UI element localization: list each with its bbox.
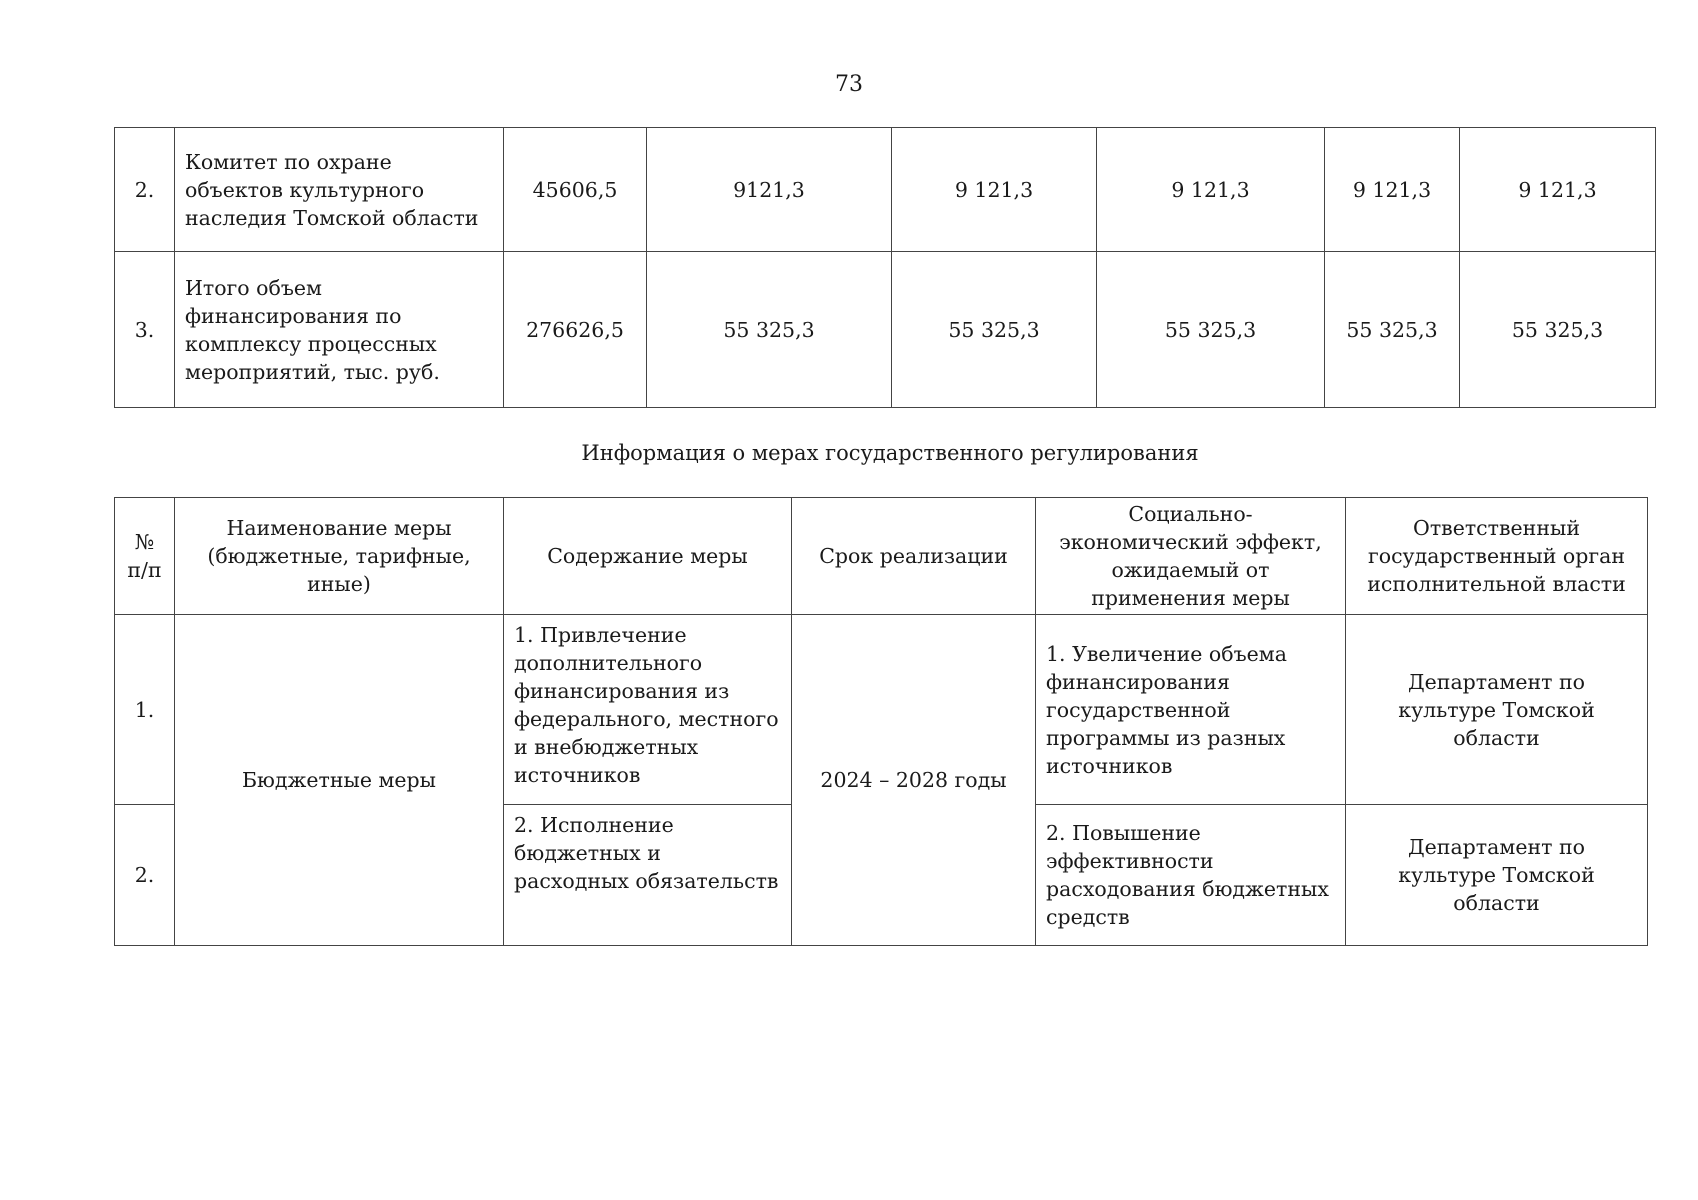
effect-cell: 2. Повышение эффективности расходования бюджетных средств (1036, 805, 1346, 946)
table-header-row (115, 498, 1648, 615)
value-cell: 55 325,3 (647, 252, 892, 408)
value-cell: 276626,5 (504, 252, 647, 408)
header-effect: Социально-экономический эффект, ожидаемый от применения меры (1036, 498, 1346, 615)
page-number: 73 (835, 72, 863, 97)
row-number: 2. (115, 805, 175, 946)
table-row (115, 252, 1656, 408)
row-name: Итого объем финансирования по комплексу процессных мероприятий, тыс. руб. (175, 252, 504, 408)
value-cell: 9121,3 (647, 128, 892, 252)
measure-content-cell: 1. Привлечение дополнительного финансирования из федерального, местного и внебюджетных источников (504, 615, 792, 805)
financing-table (114, 127, 1656, 408)
value-cell: 55 325,3 (1460, 252, 1656, 408)
row-number: 3. (115, 252, 175, 408)
value-cell: 9 121,3 (1460, 128, 1656, 252)
table-row (115, 128, 1656, 252)
value-cell: 9 121,3 (1325, 128, 1460, 252)
value-cell: 55 325,3 (892, 252, 1097, 408)
table-row (115, 615, 1648, 805)
value-cell: 55 325,3 (1325, 252, 1460, 408)
effect-cell: 1. Увеличение объема финансирования государственной программы из разных источников (1036, 615, 1346, 805)
section-title: Информация о мерах государственного регулирования (581, 441, 1199, 465)
responsible-cell: Департамент по культуре Томской области (1346, 615, 1648, 805)
value-cell: 55 325,3 (1097, 252, 1325, 408)
measure-name-cell: Бюджетные меры (175, 615, 504, 946)
value-cell: 45606,5 (504, 128, 647, 252)
value-cell: 9 121,3 (892, 128, 1097, 252)
row-number: 2. (115, 128, 175, 252)
row-name: Комитет по охране объектов культурного наследия Томской области (175, 128, 504, 252)
measure-content-cell: 2. Исполнение бюджетных и расходных обязательств (504, 805, 792, 946)
regulation-table (114, 497, 1648, 946)
responsible-cell: Департамент по культуре Томской области (1346, 805, 1648, 946)
header-number: № п/п (115, 498, 175, 615)
header-period: Срок реализации (792, 498, 1036, 615)
header-responsible: Ответственный государственный орган исполнительной власти (1346, 498, 1648, 615)
header-content: Содержание меры (504, 498, 792, 615)
value-cell: 9 121,3 (1097, 128, 1325, 252)
header-measure-name: Наименование меры (бюджетные, тарифные, иные) (175, 498, 504, 615)
period-cell: 2024 – 2028 годы (792, 615, 1036, 946)
row-number: 1. (115, 615, 175, 805)
